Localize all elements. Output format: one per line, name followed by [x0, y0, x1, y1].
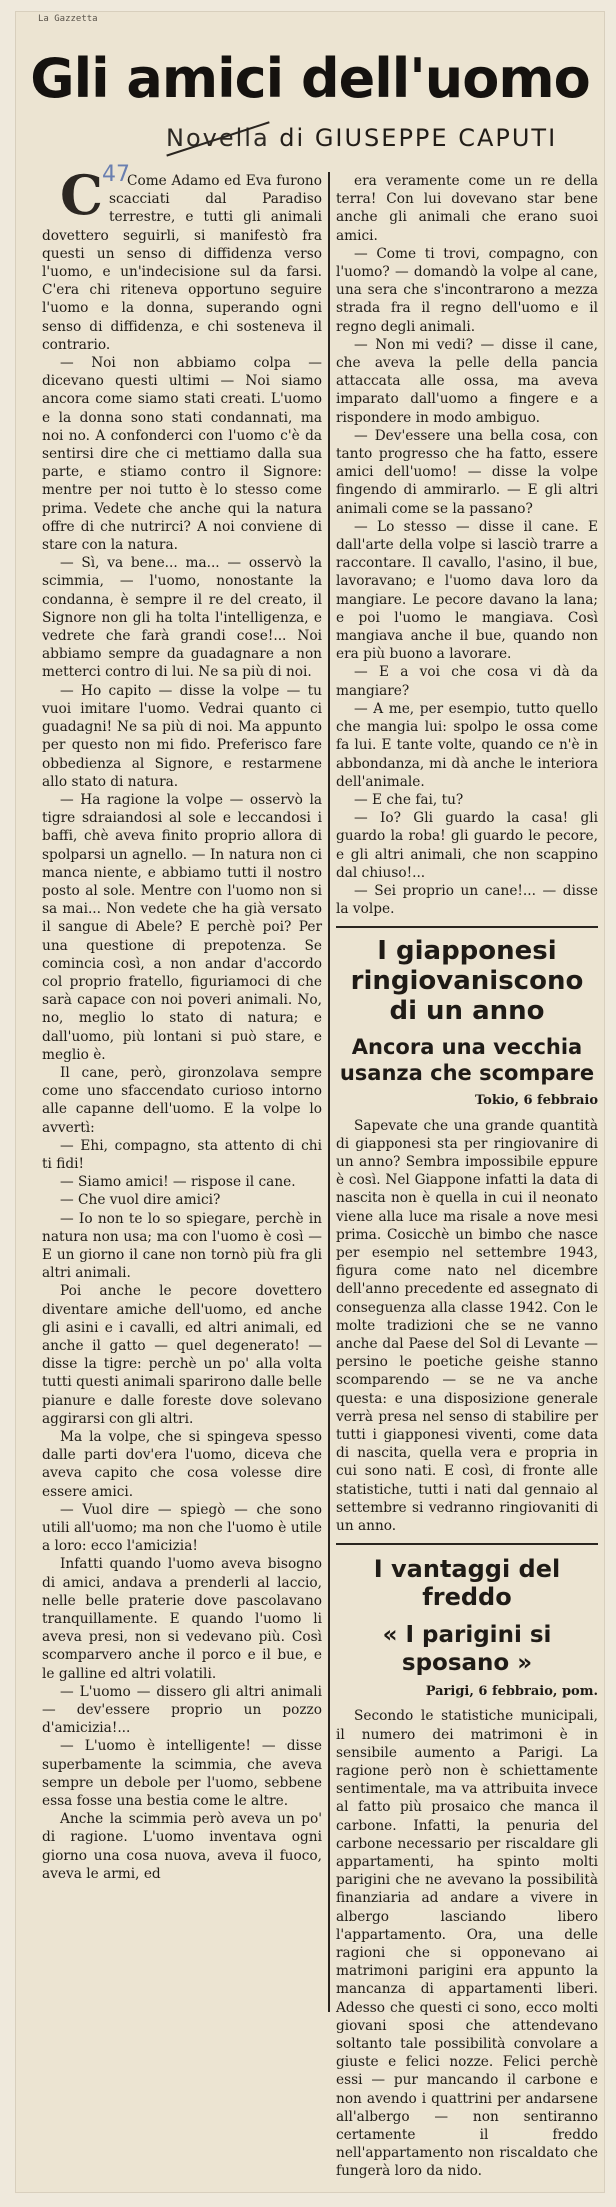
left-column: [42, 163, 322, 1883]
right-paragraph-7: — A me, per esempio, tutto quello che mangia lui: spolpo le ossa come fa lui. E tante volte, quando ce n'è in abbondanza, mi dà anche le interiora dell'animale.: [336, 700, 598, 790]
story3-title: I vantaggi del freddo: [373, 1555, 561, 1612]
column-divider: [328, 172, 330, 2012]
paragraph-6: Il cane, però, gironzolava sempre come uno sfaccendato curioso intorno alle capanne dell'uomo. E la volpe lo avvertì:: [42, 1064, 322, 1136]
right-paragraph-1: era veramente come un re della terra! Con lui dovevano star bene anche gli animali che erano suoi amici.: [336, 173, 598, 244]
story3-body: Secondo le statistiche municipali, il numero dei matrimoni è in sensibile aumento a Parigi. La ragione però non è schiettamente sentimentale, ma va attribuita invece al fatto più prosaico che manca il carbone. Infatti, la penuria del carbone necessario per riscaldare gli appartamenti, ha spinto molti parigini che ne avevano la possibilità finanziaria ad andare a vivere in albergo lasciando libero l'appartamento. Ora, una delle ragioni che si opponevano ai matrimoni parigini era appunto la mancanza di appartamenti liberi. Adesso che questi ci sono, ecco molti giovani sposi che attendevano soltanto tale possibilità convolare a giuste e felici nozze. Felici perchè essi — pur mancando il carbone e non avendo i quattrini per andarsene all'albergo — non sentiranno certamente il freddo nell'appartamento non riscaldato che fungerà loro da nido.: [336, 1708, 598, 2180]
paragraph-11: Poi anche le pecore dovettero diventare amiche dell'uomo, ed anche gli asini e i cavalli, ed altri animali, ed anche il gatto — quel degenerato! — disse la tigre: perchè un po' alla volta tutti questi animali sparirono dalle belle pianure e dalle foreste dove solevano aggirarsi con gli altri.: [42, 1283, 322, 1427]
paragraph-2: — Noi non abbiamo colpa — dicevano questi ultimi — Noi siamo ancora come siamo stati creati. L'uomo e la donna sono stati condannati, ma noi no. A confonderci con l'uomo c'è da sentirsi dire che ci mettiamo dalla sua parte, e stiamo contro il Signore: mentre per noi tutto è lo stesso come prima. Vedete che anche qui la natura offre di che nutrirci? A noi conviene di stare con la natura.: [42, 355, 322, 554]
story2-body: Sapevate che una grande quantità di giapponesi sta per ringiovanire di un anno? Sembra impossibile eppure è così. Nel Giappone infatti la data di nascita non è quella in cui il neonato viene alla luce ma risale a nove mesi prima. Cosicchè un bimbo che nasce per esempio nel settembre 1943, figura come nato nel dicembre dell'anno precedente ed assegnato di conseguenza alla classe 1942. Con le molte tradizioni che se ne vanno anche dal Paese del Sol di Levante — persino le poetiche geishe stanno scomparendo — se ne va anche questa: e una disposizione generale verrà presa nel senso di stabilire per tutti i giapponesi viventi, come data di nascita, quella vera e propria in cui sono nati. E così, di fronte alle statistiche, tutti i nati dal gennaio al settembre si vedranno ringiovaniti di un anno.: [336, 1117, 598, 1534]
paragraph-7: — Ehi, compagno, sta attento di chi ti fidi!: [42, 1137, 322, 1172]
right-paragraph-9: — Io? Gli guardo la casa! gli guardo la roba! gli guardo le pecore, e gli altri animali, che non scappino dal chiuso!...: [336, 810, 598, 881]
story2-dateline: Tokio, 6 febbraio: [474, 1093, 598, 1109]
story-separator-2: [336, 1543, 598, 1545]
right-paragraph-8: — E che fai, tu?: [354, 791, 464, 808]
paragraph-16: — L'uomo è intelligente! — disse superbamente la scimmia, che aveva sempre un debole per l'uomo, sebbene essa fosse una bestia come le altre.: [42, 1738, 322, 1810]
paper-topnote: La Gazzetta: [38, 14, 98, 24]
story3-subtitle: « I parigini si sposano »: [382, 1622, 552, 1677]
handwritten-number: 47: [102, 162, 130, 187]
paragraph-12: Ma la volpe, che si spingeva spesso dalle parti dov'era l'uomo, diceva che aveva capito che cosa volesse dire essere amici.: [42, 1429, 322, 1500]
right-paragraph-6: — E a voi che cosa vi dà da mangiare?: [336, 664, 598, 699]
byline: [166, 124, 596, 158]
crossed-out-word: Novella: [166, 124, 270, 152]
paragraph-1: [42, 163, 322, 354]
paragraph-8: — Siamo amici! — rispose il cane.: [60, 1174, 296, 1191]
byline-text: di GIUSEPPE CAPUTI: [269, 124, 558, 152]
paragraph-15: — L'uomo — dissero gli altri animali — dev'essere proprio un pozzo d'amicizia!...: [42, 1683, 322, 1737]
article-headline: Gli amici dell'uomo: [30, 47, 590, 110]
paragraph-14: Infatti quando l'uomo aveva bisogno di amici, andava a prenderli al laccio, nelle belle praterie dove pascolavano tranquillamente. E quando l'uomo li aveva presi, non si vedevano più. Così scomparvero anche il porco e il bue, e le galline ed altri volatili.: [42, 1556, 322, 1682]
right-paragraph-5: — Lo stesso — disse il cane. E dall'arte della volpe si lasciò trarre a raccontare. Il cavallo, l'asino, il bue, lavoravano; e l'uomo dava loro da mangiare. Le pecore davano la lana; e poi l'uomo le mangiava. Così mangiava anche il bue, quando non era più buono a lavorare.: [336, 518, 598, 663]
right-paragraph-10: — Sei proprio un cane!... — disse la volpe.: [336, 882, 598, 918]
drop-cap: C: [60, 163, 103, 227]
story3-dateline: Parigi, 6 febbraio, pom.: [425, 1684, 598, 1700]
newspaper-clipping: [16, 12, 604, 2192]
right-paragraph-3: — Non mi vedi? — disse il cane, che aveva la pelle della pancia attaccata alle ossa, ma aveva imparato dall'uomo a fingere e a rispondere in modo ambiguo.: [336, 336, 598, 426]
paragraph-9: — Che vuol dire amici?: [60, 1192, 221, 1209]
right-paragraph-2: — Come ti trovi, compagno, con l'uomo? — domandò la volpe al cane, una sera che s'incontrarono a mezza strada fra il regno dell'uomo e il regno degli animali.: [336, 245, 598, 335]
paragraph-10: — Io non te lo so spiegare, perchè in natura non usa; ma con l'uomo è così — E un giorno il cane non tornò più fra gli altri animali.: [42, 1210, 322, 1282]
paragraph-4: — Ho capito — disse la volpe — tu vuoi imitare l'uomo. Vedrai quanto ci guadagni! Ne sa più di noi. Ma appunto per questo non mi fido. Preferisco fare obbedienza al Signore, e restarmene allo stato di natura.: [42, 682, 322, 790]
paragraph-13: — Vuol dire — spiegò — che sono utili all'uomo; ma non che l'uomo è utile a loro: ecco l'amicizia!: [42, 1501, 322, 1555]
story2-subtitle: Ancora una vecchia usanza che scompare: [339, 1035, 595, 1086]
story-separator: [336, 926, 598, 928]
paragraph-5: — Ha ragione la volpe — osservò la tigre sdraiandosi al sole e leccandosi i baffi, chè aveva finito proprio allora di spolparsi un agnello. — In natura non ci manca niente, e abbiamo tutti il nostro posto al sole. Mentre con l'uomo non si sa mai... Non vedete che ha già versato il sangue di Abele? E perchè poi? Per una questione di prepotenza. Se comincia così, a non andar d'accordo col proprio fratello, figuriamoci di che sarà capace con noi poveri animali. No, no, meglio lo stato di natura; e dall'uomo, più lontani si può stare, e meglio è.: [42, 791, 322, 1063]
story2-title: I giapponesi ringiovaniscono di un anno: [350, 936, 584, 1027]
paragraph-3: — Sì, va bene... ma... — osservò la scimmia, — l'uomo, nonostante la condanna, è sempre il re del creato, il Signore non gli ha tolta l'intelligenza, e vedrete che farà grandi cose!... Noi abbiamo sempre da guadagnare a non metterci contro di lui. Ne sa più di noi.: [42, 555, 322, 681]
paragraph-17: Anche la scimmia però aveva un po' di ragione. L'uomo inventava ogni giorno una cosa nuova, aveva il fuoco, aveva le armi, ed: [42, 1811, 322, 1882]
right-column: [336, 172, 598, 2181]
paragraph-1-text: Come Adamo ed Eva furono scacciati dal Paradiso terrestre, e tutti gli animali dovettero seguirli, si manifestò fra questi un senso di diffidenza verso l'uomo, e un'indecisione sul da farsi. C'era chi riteneva opportuno seguire l'uomo e la donna, superando ogni senso di diffidenza, e chi sosteneva il contrario.: [42, 173, 322, 353]
right-paragraph-4: — Dev'essere una bella cosa, con tanto progresso che ha fatto, essere amici dell'uomo! — disse la volpe fingendo di ammirarlo. — E gli altri animali come se la passano?: [336, 427, 598, 517]
